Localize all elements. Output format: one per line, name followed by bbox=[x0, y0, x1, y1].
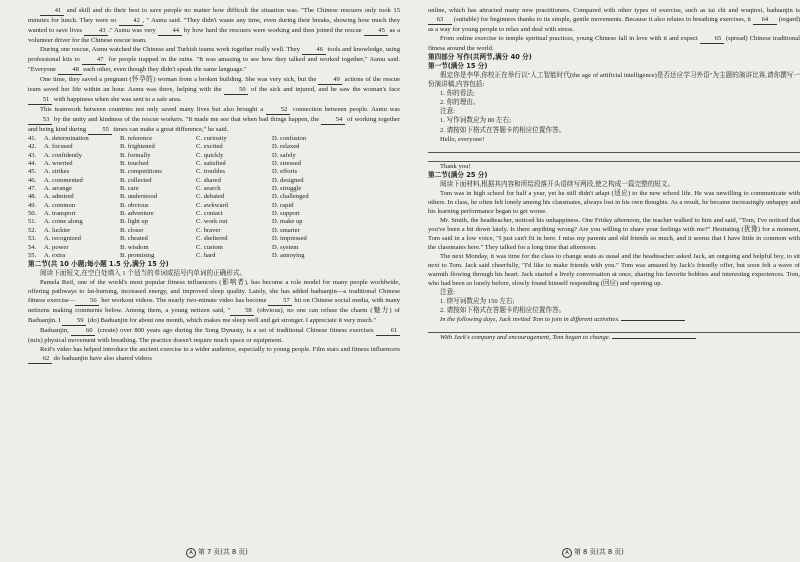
answer-line bbox=[428, 144, 800, 153]
story-paragraph-3: The next Monday, it was time for the class to change seats as usual and the headteacher asked Jack, an outgoing and helpful boy, to sit next to Tom. Jack said cheerfully, "I'd like to make friends with you." Tom was amazed by Jack's friendly offer, but soon felt a wave of warmth flowing through his heart. Jack started a lively conversation at once, sharing his favorite hobbies and interesting experiences. Tom, who had been so lonely before, slowly found himself responding (回应) and opening up. bbox=[428, 253, 800, 288]
paragraph-text: times can make a great difference," he said. bbox=[111, 126, 229, 134]
page-mark: A bbox=[186, 548, 196, 558]
answer-line bbox=[428, 324, 800, 333]
story-paragraph-1: Tom was in high school for half a year, yet he still didn't adapt (适应) to the new school life. He was unwilling to communicate with others. In class, he often felt lonely among his classmates, always lost in his own thoughts. As a result, he became increasingly unhappy and his learning performance began to get worse. bbox=[428, 189, 800, 215]
answer-line bbox=[621, 320, 685, 321]
blank-number: 50 bbox=[224, 86, 248, 95]
answer-line bbox=[428, 153, 800, 162]
grammar-paragraph-3 bbox=[28, 345, 400, 364]
answer-option: A. focused bbox=[44, 143, 73, 151]
paragraph-text: her workout videos. The nearly two-minute video has become bbox=[99, 297, 269, 305]
answer-option: C. search bbox=[196, 185, 221, 193]
answer-option: A. common bbox=[44, 201, 76, 209]
answer-option: C. custom bbox=[196, 243, 223, 251]
answer-option: B. light up bbox=[120, 218, 149, 226]
page-mark: A bbox=[562, 548, 572, 558]
paragraph-text: Baduanjin, bbox=[40, 327, 72, 335]
answer-option: C. awkward bbox=[196, 201, 228, 209]
answer-option: D. stressed bbox=[272, 160, 301, 168]
note-label: 注意: bbox=[440, 108, 456, 116]
paragraph-text: by how hard the rescuers were working and then joined the rescue bbox=[181, 27, 364, 34]
paragraph-text: do baduanjin have also shared videos bbox=[52, 355, 152, 363]
cloze-paragraph-2 bbox=[28, 45, 400, 75]
blank-number: 47 bbox=[82, 56, 106, 65]
story-paragraph-2: Mr. Smith, the headteacher, noticed his unhappiness. One Friday afternoon, the teacher walked to him and said, "Tom, I've noticed that you've been a bit down lately. Is there anything wrong? Are you willing to share your feelings with me?" Hesitating (犹豫) for a moment, Tom said in a low voice, "I just can't fit in here. I miss my parents and old friends so much, and it seems that I have little in common with the classmates here." They talked for a long time that afternoon. bbox=[428, 216, 800, 252]
answer-option: D. challenged bbox=[272, 193, 309, 201]
paragraph-text: for people trapped in the ruins. "It was amazing to see how they talked and worked together," Asmu said. "Everyone bbox=[28, 56, 400, 74]
answer-option: A. recognized bbox=[44, 235, 81, 243]
answer-option: B. cheated bbox=[120, 235, 148, 243]
answer-option: C. shared bbox=[196, 176, 221, 184]
answer-option: B. promising bbox=[120, 251, 155, 259]
blank-number: 49 bbox=[318, 76, 342, 85]
answer-option: B. collected bbox=[120, 176, 152, 184]
blank-number: 53 bbox=[28, 116, 52, 125]
part4-title: 第四部分 写作(共两节,满分 40 分) bbox=[428, 53, 532, 62]
answer-option: B. adventure bbox=[120, 210, 154, 218]
blank-number: 58 bbox=[230, 307, 254, 316]
paragraph-text: Reif's video has helped introduce the ancient exercise to a wider audience, especially to young people. Film stars and fitness influencers bbox=[40, 346, 400, 354]
answer-option: C. quickly bbox=[196, 151, 224, 159]
answer-option: D. struggle bbox=[272, 185, 302, 193]
grammar-paragraph-4 bbox=[428, 6, 800, 34]
cloze-paragraph-4 bbox=[28, 105, 400, 135]
blank-number: 61 bbox=[376, 327, 400, 336]
paragraph-text: (spread) Chinese traditional fitness around the world. bbox=[428, 35, 800, 53]
answer-option: A. commented bbox=[44, 176, 83, 184]
paragraph-text: ." Asmu was very bbox=[108, 27, 158, 34]
blank-number: 59 bbox=[62, 317, 86, 326]
answer-option: B. closer bbox=[120, 226, 144, 234]
paragraph-text: and skill and do their best to save people no matter how difficult the situation was. "The Chinese rescuers only took 15 minutes for lunch. They were so bbox=[28, 7, 400, 24]
blank-number: 64 bbox=[753, 16, 777, 25]
question-number: 53. bbox=[28, 235, 37, 243]
question-number: 51. bbox=[28, 218, 37, 226]
answer-option: C. curiosity bbox=[196, 135, 227, 143]
answer-option: A. transport bbox=[44, 210, 76, 218]
blank-number: 52 bbox=[266, 106, 290, 115]
answer-option: C. troubles bbox=[196, 168, 225, 176]
paragraph-text: each other, even though they didn't speak the same language." bbox=[81, 66, 247, 74]
answer-option: D. confusion bbox=[272, 135, 307, 143]
paragraph-text: (regard) as a way for young people to relax and deal with stress. bbox=[428, 16, 800, 34]
paragraph-text: of working together and being kind during bbox=[28, 116, 400, 134]
paragraph-text: Pamela Reif, one of the world's most popular fitness influencers (影响者), has become a role model for many people worldwide, offering pathways to fat-burning, increased energy, and improved sleep quality. Lately, she has added baduanjin—a traditional Chinese fitness exercise— bbox=[28, 279, 400, 305]
grammar-paragraph-5 bbox=[428, 34, 800, 53]
blank-number: 57 bbox=[268, 297, 292, 306]
answer-option: A. determination bbox=[44, 135, 89, 143]
blank-number: 43 bbox=[84, 27, 108, 36]
answer-option: A. extra bbox=[44, 251, 66, 259]
section2-instruction: 阅读下面短文,在空白处填入 1 个适当的单词或括号内单词的正确形式。 bbox=[40, 270, 247, 278]
answer-option: C. debated bbox=[196, 193, 225, 201]
answer-option: B. competitions bbox=[120, 168, 162, 176]
paragraph-text: (obvious), no one can refuse the charm (魅力) of Baduanjin. I bbox=[28, 307, 400, 325]
answer-option: A. worried bbox=[44, 160, 73, 168]
answer-option: C. satisfied bbox=[196, 160, 226, 168]
grammar-paragraph-2 bbox=[28, 326, 400, 345]
paragraph-text: , " Asmu said. "They didn't waste any time, even during their breaks, showing how much they wanted to save lives bbox=[28, 17, 400, 34]
blank-number: 48 bbox=[58, 66, 82, 75]
question-number: 44. bbox=[28, 160, 37, 168]
question-number: 48. bbox=[28, 193, 37, 201]
answer-option: B. reference bbox=[120, 135, 153, 143]
answer-option: D. smarter bbox=[272, 226, 300, 234]
note-4: 2. 请按如下格式在答题卡的相应位置作答。 bbox=[440, 307, 566, 315]
blank-number: 63 bbox=[428, 16, 452, 25]
answer-option: A. come along bbox=[44, 218, 83, 226]
answer-option: C. sheltered bbox=[196, 235, 228, 243]
question-number: 41. bbox=[28, 135, 37, 143]
note-label-2: 注意: bbox=[440, 289, 456, 297]
blank-number: 62 bbox=[28, 355, 52, 364]
answer-option: C. excited bbox=[196, 143, 223, 151]
continuation-start-1: In the following days, Jack invited Tom to join in different activities. bbox=[428, 315, 800, 324]
paragraph-text: online, which has attracted many new practitioners. Compared with other types of exercise, such as tai chi and wuqinxi, baduanjin is bbox=[428, 7, 800, 14]
paragraph-text: One time, they saved a pregnant (怀孕的) woman from a broken building. She was very sick, but the bbox=[40, 76, 319, 84]
question-number: 49. bbox=[28, 201, 37, 209]
answer-option: D. safely bbox=[272, 151, 296, 159]
answer-option: D. support bbox=[272, 210, 300, 218]
paragraph-text: actions of the rescue team saved her life within an hour. Asmu was there, helping with the bbox=[28, 76, 400, 94]
answer-option: D. rapid bbox=[272, 201, 294, 209]
paragraph-text: tools and knowledge, using professional kits to bbox=[28, 46, 400, 64]
paragraph-text: (suitable) for beginners thanks to its simple, gentle movements. Because it also relates to breathing exercises, it bbox=[452, 16, 753, 24]
paragraph-text: of the sick and injured, and he saw the woman's face bbox=[248, 86, 401, 94]
answer-option: D. efforts bbox=[272, 168, 298, 176]
task-point-1: 1. 你的看法; bbox=[440, 90, 475, 98]
question-number: 55. bbox=[28, 251, 37, 259]
left-column bbox=[28, 6, 400, 364]
grammar-paragraph-1 bbox=[28, 278, 400, 326]
note-1: 1. 写作词数应为 80 左右; bbox=[440, 117, 512, 125]
paragraph-text: (do) Baduanjin for about one month, which makes me sleep well and get stronger. I appreciate it very much." bbox=[86, 317, 377, 325]
answer-option: C. contact bbox=[196, 210, 223, 218]
paragraph-text: (create) over 800 years ago during the Song Dynasty, is a set of traditional Chinese fitness exercises bbox=[95, 327, 376, 335]
paragraph-text: From online exercise to temple spiritual practices, young Chinese fall in love with it and expect bbox=[440, 35, 700, 43]
section2-title: 第二节(共 10 小题;每小题 1.5 分,满分 15 分) bbox=[28, 260, 169, 269]
answer-option: A. power bbox=[44, 243, 69, 251]
answer-option: D. system bbox=[272, 243, 299, 251]
speech-greeting: Hello, everyone! bbox=[440, 135, 485, 143]
blank-number: 45 bbox=[364, 27, 388, 36]
answer-line bbox=[612, 338, 696, 339]
answer-option: D. relaxed bbox=[272, 143, 300, 151]
answer-option: B. formally bbox=[120, 151, 151, 159]
writing-section2-task: 阅读下面材料,根据其内容和所给段落开头语续写两段,使之构成一篇完整的短文。 bbox=[440, 180, 675, 188]
question-number: 43. bbox=[28, 151, 37, 159]
answer-option: A. strikes bbox=[44, 168, 70, 176]
answer-option: A. admired bbox=[44, 193, 74, 201]
blank-number: 44 bbox=[158, 27, 182, 36]
question-number: 52. bbox=[28, 226, 37, 234]
continuation-start-2: With Jack's company and encouragement, Tom began to change. bbox=[428, 333, 800, 342]
task-point-2: 2. 你的理由。 bbox=[440, 99, 480, 107]
writing-section2-title: 第二节(满分 25 分) bbox=[428, 170, 488, 179]
writing-section1-task: 假定你是李华,你校正在举行以"人工智能时代(the age of artificial intelligence)是否还应学习外语"为主题的演讲比赛,请你撰写一份演讲稿,内容包括: bbox=[428, 72, 800, 89]
page-number-8: A 第 8 页(共 8 页) bbox=[562, 546, 624, 558]
question-number: 47. bbox=[28, 185, 37, 193]
answer-option: A. luckier bbox=[44, 226, 71, 234]
note-3: 1. 续写词数应为 150 左右; bbox=[440, 298, 515, 306]
speech-closing: Thank you! bbox=[440, 162, 471, 170]
question-number: 46. bbox=[28, 176, 37, 184]
blank-number: 60 bbox=[71, 327, 95, 336]
answer-option: B. wisdom bbox=[120, 243, 149, 251]
blank-number: 56 bbox=[75, 297, 99, 306]
question-number: 50. bbox=[28, 210, 37, 218]
answer-option: B. frightened bbox=[120, 143, 155, 151]
blank-number: 51 bbox=[28, 96, 52, 105]
paragraph-text: (mix) physical movement with breathing. The practice doesn't require much space or equipment. bbox=[28, 337, 283, 345]
paragraph-text: by the unity and kindness of the rescue workers. "It made me see that when bad things happen, the bbox=[52, 116, 322, 124]
cloze-paragraph-3 bbox=[28, 75, 400, 105]
blank-number: 65 bbox=[700, 35, 724, 44]
answer-option: D. designed bbox=[272, 176, 304, 184]
answer-option: B. care bbox=[120, 185, 139, 193]
cloze-options bbox=[28, 135, 400, 260]
paragraph-text: connection between people. Asmu was bbox=[290, 106, 400, 114]
answer-option: D. make up bbox=[272, 218, 303, 226]
answer-option: A. confidently bbox=[44, 151, 83, 159]
paragraph-text: This teamwork between countries not only saved many lives but also brought a bbox=[40, 106, 266, 114]
writing-section1-title: 第一节(满分 15 分) bbox=[428, 62, 488, 71]
paragraph-text: During one rescue, Asmu watched the Chinese and Turkish teams work together really well. They bbox=[40, 46, 302, 54]
blank-number: 55 bbox=[88, 126, 112, 135]
paragraph-text: hit on Chinese social media, with many netizens making comments below. Among them, a young netizen said, " bbox=[28, 297, 400, 315]
question-number: 42. bbox=[28, 143, 37, 151]
question-number: 54. bbox=[28, 243, 37, 251]
question-number: 45. bbox=[28, 168, 37, 176]
answer-option: A. arrange bbox=[44, 185, 72, 193]
answer-option: C. hard bbox=[196, 251, 216, 259]
answer-option: B. touched bbox=[120, 160, 149, 168]
answer-option: B. understood bbox=[120, 193, 157, 201]
paragraph-text: with happiness when she was sent to a safe area. bbox=[52, 96, 182, 104]
blank-number: 41 bbox=[40, 7, 64, 16]
answer-option: D. impressed bbox=[272, 235, 307, 243]
note-2: 2. 请按如下格式在答题卡的相应位置作答。 bbox=[440, 126, 566, 134]
blank-number: 42 bbox=[119, 17, 143, 26]
right-column bbox=[428, 6, 800, 343]
answer-option: D. annoying bbox=[272, 251, 305, 259]
paragraph-text: as a volunteer driver for the Chinese rescue team. bbox=[28, 27, 401, 44]
cloze-paragraph-1 bbox=[28, 6, 400, 45]
blank-number: 46 bbox=[302, 46, 326, 55]
answer-option: B. obvious bbox=[120, 201, 149, 209]
answer-option: C. braver bbox=[196, 226, 221, 234]
page-number-7: A 第 7 页(共 8 页) bbox=[186, 546, 248, 558]
answer-option: C. work out bbox=[196, 218, 228, 226]
blank-number: 54 bbox=[321, 116, 345, 125]
